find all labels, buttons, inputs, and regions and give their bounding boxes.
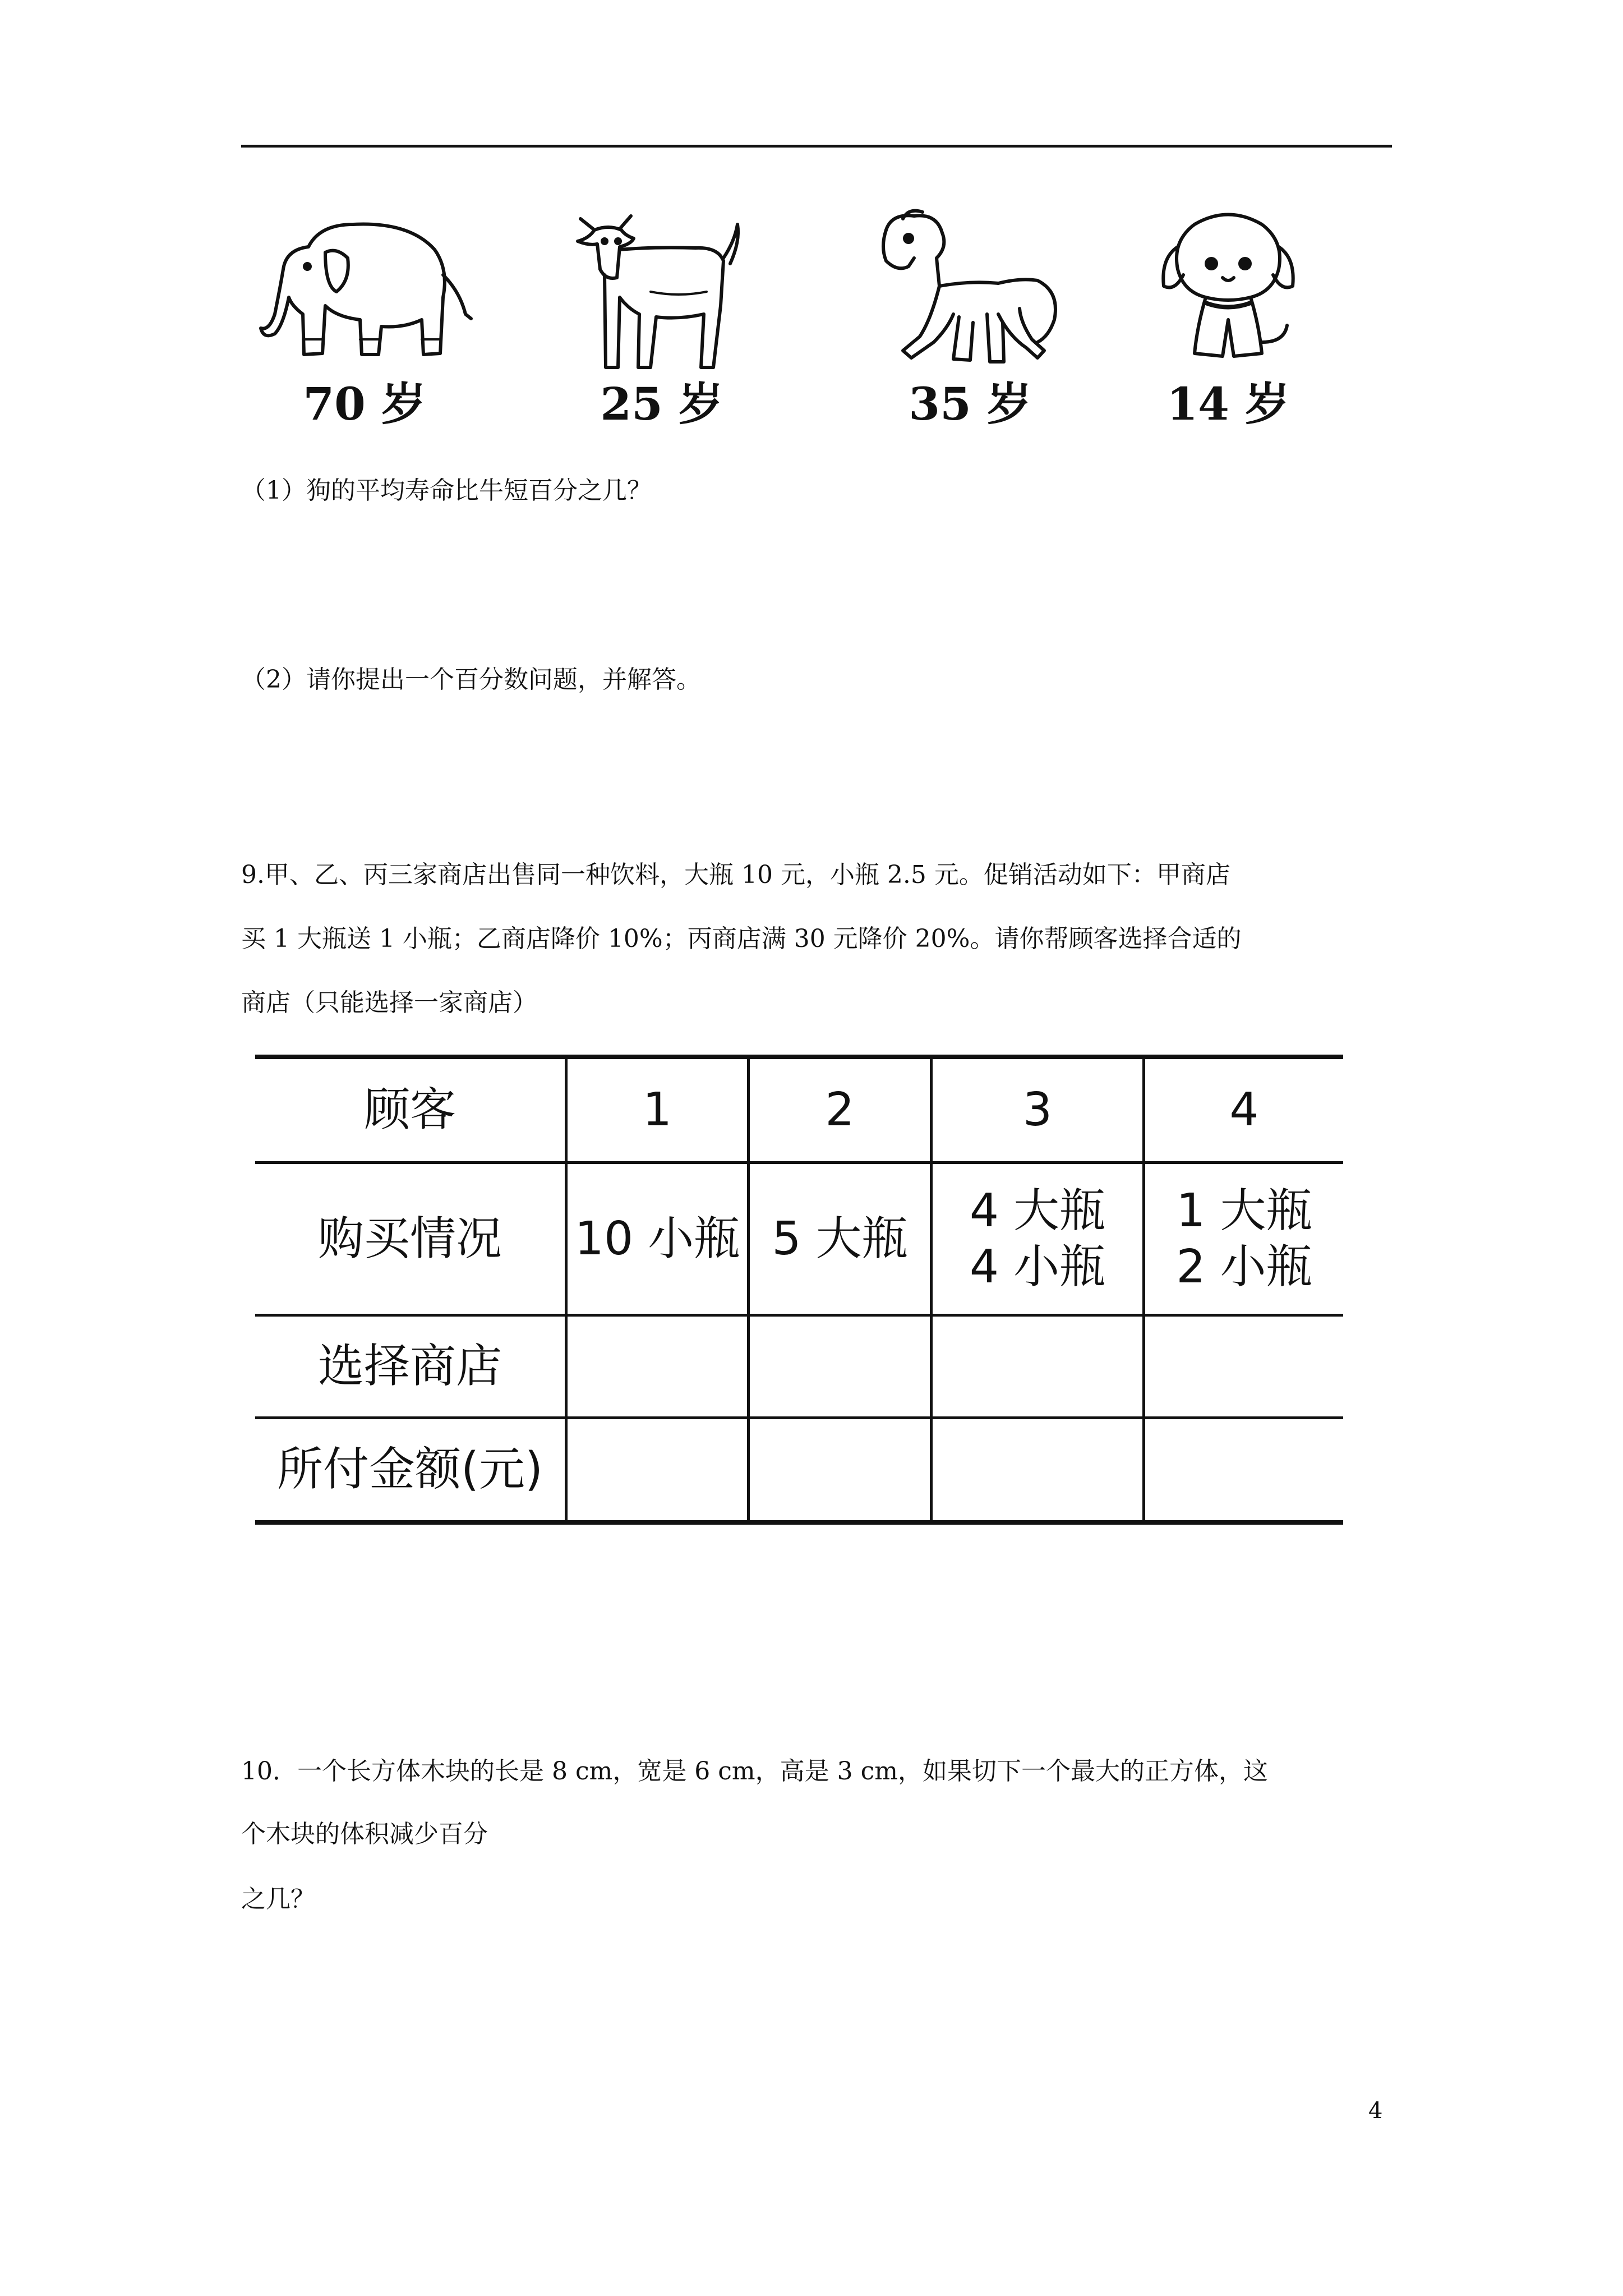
q9-line3: 商店（只能选择一家商店）: [241, 988, 537, 1017]
customer-3: 3: [1022, 1083, 1053, 1137]
customer-4: 4: [1229, 1083, 1259, 1137]
purchase-table: [255, 1055, 1343, 1526]
elephant-age-label: 70 岁: [303, 378, 426, 430]
amount-answer-4: [1145, 1419, 1343, 1520]
purchase-3: [933, 1164, 1142, 1314]
purchase-4: [1145, 1164, 1343, 1314]
dog-age-label: 14 岁: [1166, 378, 1290, 430]
purchase-1: 10 小瓶: [574, 1212, 740, 1266]
amount-answer-2: [750, 1419, 930, 1520]
q10-line3: 之几？: [241, 1885, 315, 1913]
row-header-store: 选择商店: [317, 1340, 502, 1393]
cow-age-label: 25 岁: [600, 378, 723, 430]
q8-part2: （2）请你提出一个百分数问题，并解答。: [241, 665, 701, 694]
q8-part1: （1）狗的平均寿命比牛短百分之几？: [241, 476, 652, 505]
q10-line2: 个木块的体积减少百分: [241, 1820, 488, 1848]
q10-line1: 10．一个长方体木块的长是 8 cm，宽是 6 cm，高是 3 cm，如果切下一个最大的正方体，这: [241, 1757, 1268, 1786]
horse-age-label: 35 岁: [909, 378, 1032, 430]
purchase-2: 5 大瓶: [772, 1212, 908, 1266]
purchase-3-line1: 4 大瓶: [969, 1184, 1106, 1237]
amount-answer-1: [568, 1419, 747, 1520]
horse-figure: [869, 208, 1071, 443]
purchase-3-line2: 4 小瓶: [969, 1240, 1106, 1294]
q9-line1: 9.甲、乙、丙三家商店出售同一种饮料，大瓶 10 元，小瓶 2.5 元。促销活动如下：甲商店: [241, 861, 1230, 889]
store-answer-2: [750, 1317, 930, 1416]
q9-line2: 买 1 大瓶送 1 小瓶；乙商店降价 10%；丙商店满 30 元降价 20%。请你帮顾客选择合适的: [241, 924, 1242, 953]
purchase-4-line1: 1 大瓶: [1176, 1184, 1312, 1237]
elephant-figure: [241, 208, 488, 443]
customer-2: 2: [825, 1083, 855, 1137]
purchase-4-line2: 2 小瓶: [1176, 1240, 1312, 1294]
row-header-customer: 顾客: [363, 1083, 456, 1137]
dog-figure: [1144, 208, 1312, 443]
page-number: 4: [1368, 2098, 1383, 2124]
customer-1: 1: [642, 1083, 672, 1137]
elephant-icon: [241, 208, 488, 376]
amount-answer-3: [933, 1419, 1142, 1520]
store-answer-4: [1145, 1317, 1343, 1416]
header-rule: [241, 145, 1392, 148]
cow-icon: [566, 208, 757, 376]
horse-icon: [869, 208, 1071, 376]
dog-icon: [1144, 208, 1312, 376]
row-header-purchase: 购买情况: [317, 1212, 502, 1266]
row-header-amount: 所付金额(元): [277, 1443, 543, 1496]
store-answer-1: [568, 1317, 747, 1416]
cow-figure: [566, 208, 757, 443]
store-answer-3: [933, 1317, 1142, 1416]
